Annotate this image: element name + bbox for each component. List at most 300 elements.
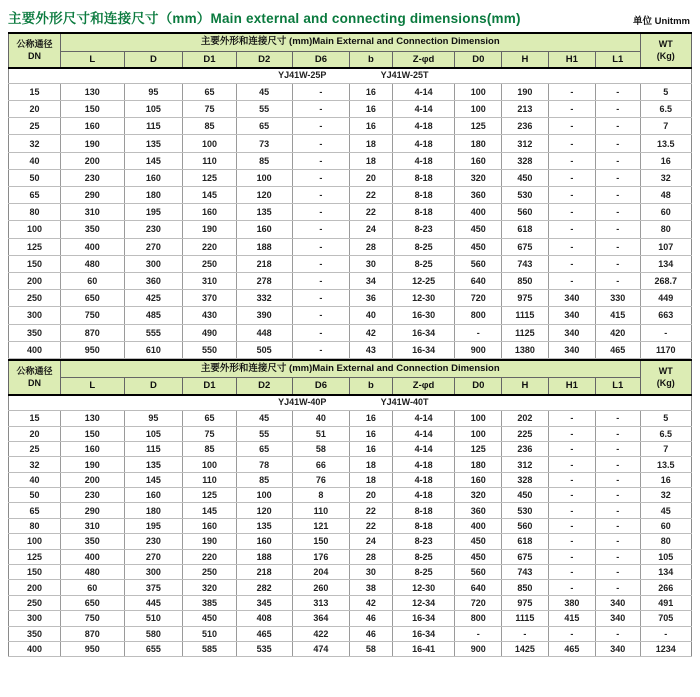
table-row — [9, 411, 692, 426]
value-cell: - — [292, 101, 349, 118]
value-cell: 60 — [61, 580, 125, 595]
value-cell: 330 — [595, 290, 640, 307]
value-cell: 16 — [350, 411, 393, 426]
value-cell: 310 — [61, 518, 125, 533]
value-cell: 16-34 — [392, 324, 455, 341]
value-cell: 1115 — [502, 611, 549, 626]
value-cell: 40 — [350, 307, 393, 324]
merged-header: 主要外形和连接尺寸 (mm)Main External and Connection Dimension — [61, 360, 641, 378]
column-header: Z-φd — [392, 378, 455, 395]
column-header: D0 — [455, 378, 502, 395]
value-cell: 5 — [640, 411, 691, 426]
value-cell: 110 — [183, 472, 236, 487]
value-cell: 8-18 — [392, 204, 455, 221]
dn-cell: 350 — [9, 324, 61, 341]
value-cell: 16-41 — [392, 642, 455, 657]
value-cell: 60 — [61, 272, 125, 289]
model-name-p: YJ41W-40P — [278, 396, 327, 407]
value-cell: 58 — [292, 441, 349, 456]
value-cell: - — [595, 152, 640, 169]
value-cell: 160 — [124, 169, 183, 186]
value-cell: 195 — [124, 518, 183, 533]
dn-cell: 50 — [9, 488, 61, 503]
value-cell: 230 — [124, 534, 183, 549]
value-cell: 16-30 — [392, 307, 455, 324]
value-cell: 22 — [350, 204, 393, 221]
value-cell: 85 — [236, 472, 292, 487]
model-name-p: YJ41W-25P — [278, 69, 327, 80]
value-cell: 160 — [455, 152, 502, 169]
value-cell: - — [502, 626, 549, 641]
column-header: D2 — [236, 51, 292, 68]
column-header: H — [502, 378, 549, 395]
table-row — [9, 187, 692, 204]
value-cell: - — [548, 152, 595, 169]
value-cell: 12-25 — [392, 272, 455, 289]
value-cell: 28 — [350, 238, 393, 255]
value-cell: 640 — [455, 272, 502, 289]
value-cell: 76 — [292, 472, 349, 487]
page-title: 主要外形尺寸和连接尺寸（mm）Main external and connecting dimensions(mm) — [8, 11, 521, 26]
value-cell: 100 — [236, 488, 292, 503]
value-cell: 85 — [236, 152, 292, 169]
value-cell: 448 — [236, 324, 292, 341]
value-cell: 720 — [455, 290, 502, 307]
value-cell: 188 — [236, 549, 292, 564]
value-cell: 618 — [502, 534, 549, 549]
value-cell: 408 — [236, 611, 292, 626]
dn-header — [9, 360, 61, 395]
value-cell: 975 — [502, 290, 549, 307]
column-header: D0 — [455, 51, 502, 68]
column-header: D2 — [236, 378, 292, 395]
value-cell: 300 — [124, 565, 183, 580]
value-cell: 150 — [292, 534, 349, 549]
value-cell: 100 — [455, 83, 502, 100]
value-cell: 870 — [61, 626, 125, 641]
value-cell: 30 — [350, 255, 393, 272]
value-cell: 250 — [183, 255, 236, 272]
value-cell: 16 — [640, 472, 691, 487]
value-cell: 4-18 — [392, 152, 455, 169]
value-cell: 18 — [350, 457, 393, 472]
value-cell: 266 — [640, 580, 691, 595]
value-cell: 8-25 — [392, 565, 455, 580]
value-cell: 800 — [455, 611, 502, 626]
value-cell: - — [548, 488, 595, 503]
value-cell: - — [595, 488, 640, 503]
value-cell: 24 — [350, 534, 393, 549]
value-cell: 640 — [455, 580, 502, 595]
value-cell: 45 — [640, 503, 691, 518]
value-cell: 22 — [350, 187, 393, 204]
value-cell: 12-30 — [392, 290, 455, 307]
value-cell: 125 — [183, 169, 236, 186]
value-cell: 535 — [236, 642, 292, 657]
value-cell: - — [455, 626, 502, 641]
value-cell: - — [548, 272, 595, 289]
dimensions-table-25 — [8, 32, 692, 359]
value-cell: 213 — [502, 101, 549, 118]
value-cell: 474 — [292, 642, 349, 657]
value-cell: - — [548, 238, 595, 255]
value-cell: 270 — [124, 549, 183, 564]
value-cell: 340 — [548, 341, 595, 358]
value-cell: 190 — [502, 83, 549, 100]
dimensions-table-40 — [8, 359, 692, 658]
value-cell: 975 — [502, 595, 549, 610]
model-row — [9, 395, 692, 410]
value-cell: - — [292, 169, 349, 186]
value-cell: 370 — [183, 290, 236, 307]
value-cell: 145 — [183, 503, 236, 518]
value-cell: 270 — [124, 238, 183, 255]
value-cell: 220 — [183, 238, 236, 255]
value-cell: - — [292, 152, 349, 169]
value-cell: 190 — [61, 457, 125, 472]
value-cell: 328 — [502, 152, 549, 169]
value-cell: - — [292, 83, 349, 100]
model-name-t: YJ41W-25T — [380, 69, 429, 80]
value-cell: 449 — [640, 290, 691, 307]
dn-cell: 250 — [9, 595, 61, 610]
value-cell: 16 — [350, 101, 393, 118]
column-header: L — [61, 51, 125, 68]
value-cell: 48 — [640, 187, 691, 204]
value-cell: 580 — [124, 626, 183, 641]
value-cell: 480 — [61, 565, 125, 580]
value-cell: 65 — [236, 118, 292, 135]
value-cell: 950 — [61, 642, 125, 657]
value-cell: 320 — [455, 488, 502, 503]
value-cell: 150 — [61, 426, 125, 441]
column-header: D — [124, 51, 183, 68]
value-cell: 190 — [61, 135, 125, 152]
value-cell: 150 — [61, 101, 125, 118]
value-cell: 360 — [455, 187, 502, 204]
value-cell: 1380 — [502, 341, 549, 358]
value-cell: 450 — [455, 534, 502, 549]
value-cell: 85 — [183, 118, 236, 135]
value-cell: 1125 — [502, 324, 549, 341]
value-cell: 125 — [455, 118, 502, 135]
column-header: H1 — [548, 378, 595, 395]
value-cell: 6.5 — [640, 426, 691, 441]
value-cell: 202 — [502, 411, 549, 426]
value-cell: 663 — [640, 307, 691, 324]
value-cell: 16 — [350, 83, 393, 100]
value-cell: 180 — [124, 503, 183, 518]
value-cell: 45 — [236, 83, 292, 100]
value-cell: 46 — [350, 626, 393, 641]
value-cell: 46 — [350, 611, 393, 626]
value-cell: 45 — [236, 411, 292, 426]
value-cell: 218 — [236, 565, 292, 580]
table-row — [9, 488, 692, 503]
dn-cell: 25 — [9, 118, 61, 135]
value-cell: 42 — [350, 595, 393, 610]
value-cell: 400 — [455, 204, 502, 221]
value-cell: - — [595, 272, 640, 289]
value-cell: 1115 — [502, 307, 549, 324]
value-cell: 750 — [61, 611, 125, 626]
dn-cell: 125 — [9, 549, 61, 564]
value-cell: 20 — [350, 169, 393, 186]
value-cell: 340 — [548, 324, 595, 341]
value-cell: 230 — [61, 169, 125, 186]
dn-cell: 150 — [9, 255, 61, 272]
value-cell: 555 — [124, 324, 183, 341]
value-cell: 465 — [236, 626, 292, 641]
value-cell: 176 — [292, 549, 349, 564]
value-cell: - — [292, 272, 349, 289]
value-cell: 675 — [502, 549, 549, 564]
value-cell: 850 — [502, 580, 549, 595]
value-cell: 34 — [350, 272, 393, 289]
wt-header-label: WT — [658, 366, 673, 377]
value-cell: - — [292, 290, 349, 307]
value-cell: 134 — [640, 565, 691, 580]
value-cell: 220 — [183, 549, 236, 564]
value-cell: 51 — [292, 426, 349, 441]
value-cell: 43 — [350, 341, 393, 358]
value-cell: 4-18 — [392, 488, 455, 503]
table-row — [9, 611, 692, 626]
value-cell: 204 — [292, 565, 349, 580]
value-cell: 20 — [350, 488, 393, 503]
table-row — [9, 626, 692, 641]
value-cell: 8-25 — [392, 549, 455, 564]
value-cell: 130 — [61, 411, 125, 426]
value-cell: 55 — [236, 426, 292, 441]
value-cell: 560 — [502, 204, 549, 221]
column-header: D1 — [183, 51, 236, 68]
value-cell: - — [292, 324, 349, 341]
value-cell: 720 — [455, 595, 502, 610]
value-cell: 130 — [61, 83, 125, 100]
column-header: H — [502, 51, 549, 68]
value-cell: 870 — [61, 324, 125, 341]
value-cell: 100 — [183, 457, 236, 472]
value-cell: 491 — [640, 595, 691, 610]
value-cell: 135 — [124, 135, 183, 152]
table-row — [9, 472, 692, 487]
value-cell: 400 — [455, 518, 502, 533]
dn-cell: 300 — [9, 611, 61, 626]
value-cell: - — [548, 101, 595, 118]
value-cell: 120 — [236, 503, 292, 518]
value-cell: 200 — [61, 472, 125, 487]
value-cell: 420 — [595, 324, 640, 341]
value-cell: - — [548, 441, 595, 456]
value-cell: 310 — [183, 272, 236, 289]
value-cell: - — [548, 135, 595, 152]
value-cell: - — [292, 221, 349, 238]
value-cell: - — [548, 255, 595, 272]
value-cell: 8-18 — [392, 169, 455, 186]
value-cell: 110 — [292, 503, 349, 518]
value-cell: - — [640, 324, 691, 341]
value-cell: 80 — [640, 534, 691, 549]
column-header: b — [350, 51, 393, 68]
value-cell: 4-14 — [392, 411, 455, 426]
value-cell: 360 — [124, 272, 183, 289]
value-cell: 120 — [236, 187, 292, 204]
value-cell: - — [595, 426, 640, 441]
dn-cell: 80 — [9, 518, 61, 533]
value-cell: 16 — [350, 441, 393, 456]
value-cell: 218 — [236, 255, 292, 272]
value-cell: - — [292, 118, 349, 135]
value-cell: - — [548, 626, 595, 641]
value-cell: 268.7 — [640, 272, 691, 289]
value-cell: 445 — [124, 595, 183, 610]
value-cell: 145 — [124, 152, 183, 169]
value-cell: 160 — [236, 221, 292, 238]
dn-header-cn: 公称通径 — [16, 366, 53, 377]
value-cell: 125 — [455, 441, 502, 456]
table-row — [9, 101, 692, 118]
value-cell: 13.5 — [640, 457, 691, 472]
value-cell: 560 — [502, 518, 549, 533]
value-cell: 230 — [124, 221, 183, 238]
value-cell: 160 — [455, 472, 502, 487]
table-row — [9, 238, 692, 255]
value-cell: 100 — [183, 135, 236, 152]
value-cell: 450 — [455, 549, 502, 564]
value-cell: 4-18 — [392, 135, 455, 152]
value-cell: - — [548, 472, 595, 487]
value-cell: 28 — [350, 549, 393, 564]
value-cell: 750 — [61, 307, 125, 324]
value-cell: 12-34 — [392, 595, 455, 610]
table-row — [9, 503, 692, 518]
value-cell: 7 — [640, 441, 691, 456]
dn-header — [9, 33, 61, 68]
value-cell: 585 — [183, 642, 236, 657]
value-cell: 135 — [236, 518, 292, 533]
value-cell: - — [548, 580, 595, 595]
value-cell: 618 — [502, 221, 549, 238]
value-cell: 8 — [292, 488, 349, 503]
value-cell: 5 — [640, 83, 691, 100]
value-cell: 425 — [124, 290, 183, 307]
value-cell: 125 — [183, 488, 236, 503]
title-bar — [8, 7, 692, 27]
dn-cell: 20 — [9, 426, 61, 441]
dn-cell: 80 — [9, 204, 61, 221]
value-cell: 312 — [502, 457, 549, 472]
model-row — [9, 68, 692, 83]
wt-header-label: WT — [658, 39, 673, 50]
value-cell: - — [292, 341, 349, 358]
value-cell: 530 — [502, 503, 549, 518]
value-cell: 78 — [236, 457, 292, 472]
value-cell: - — [595, 118, 640, 135]
value-cell: - — [595, 626, 640, 641]
table-row — [9, 152, 692, 169]
value-cell: 180 — [455, 135, 502, 152]
value-cell: 22 — [350, 503, 393, 518]
value-cell: 160 — [61, 118, 125, 135]
merged-header: 主要外形和连接尺寸 (mm)Main External and Connection Dimension — [61, 33, 641, 51]
value-cell: - — [292, 187, 349, 204]
value-cell: 110 — [183, 152, 236, 169]
value-cell: 95 — [124, 411, 183, 426]
table-row — [9, 580, 692, 595]
value-cell: 400 — [61, 238, 125, 255]
value-cell: 560 — [455, 255, 502, 272]
dn-cell: 65 — [9, 503, 61, 518]
table-row — [9, 565, 692, 580]
table-row — [9, 518, 692, 533]
value-cell: 705 — [640, 611, 691, 626]
value-cell: - — [595, 255, 640, 272]
value-cell: 12-30 — [392, 580, 455, 595]
value-cell: 650 — [61, 290, 125, 307]
value-cell: 510 — [183, 626, 236, 641]
value-cell: 115 — [124, 118, 183, 135]
value-cell: 340 — [548, 290, 595, 307]
table-row — [9, 441, 692, 456]
value-cell: - — [595, 238, 640, 255]
dn-cell: 250 — [9, 290, 61, 307]
column-header: Z-φd — [392, 51, 455, 68]
value-cell: 65 — [183, 83, 236, 100]
value-cell: 465 — [548, 642, 595, 657]
value-cell: - — [548, 518, 595, 533]
value-cell: 8-23 — [392, 221, 455, 238]
value-cell: 18 — [350, 472, 393, 487]
value-cell: 385 — [183, 595, 236, 610]
value-cell: 16-34 — [392, 341, 455, 358]
value-cell: - — [595, 441, 640, 456]
value-cell: 4-14 — [392, 441, 455, 456]
value-cell: 415 — [595, 307, 640, 324]
value-cell: 6.5 — [640, 101, 691, 118]
dn-cell: 40 — [9, 152, 61, 169]
dn-cell: 32 — [9, 135, 61, 152]
value-cell: 8-18 — [392, 503, 455, 518]
value-cell: 134 — [640, 255, 691, 272]
value-cell: - — [640, 626, 691, 641]
value-cell: - — [548, 565, 595, 580]
value-cell: - — [548, 426, 595, 441]
value-cell: - — [292, 255, 349, 272]
value-cell: 16 — [350, 426, 393, 441]
value-cell: - — [548, 118, 595, 135]
value-cell: 16-34 — [392, 626, 455, 641]
value-cell: 105 — [124, 426, 183, 441]
value-cell: 85 — [183, 441, 236, 456]
value-cell: 282 — [236, 580, 292, 595]
dn-cell: 20 — [9, 101, 61, 118]
value-cell: 743 — [502, 565, 549, 580]
value-cell: 340 — [595, 611, 640, 626]
column-header: D — [124, 378, 183, 395]
value-cell: 60 — [640, 204, 691, 221]
value-cell: 290 — [61, 503, 125, 518]
value-cell: 350 — [61, 534, 125, 549]
value-cell: 422 — [292, 626, 349, 641]
dn-cell: 400 — [9, 341, 61, 358]
value-cell: 160 — [183, 518, 236, 533]
model-name-t: YJ41W-40T — [380, 396, 429, 407]
value-cell: 65 — [183, 411, 236, 426]
table-row — [9, 255, 692, 272]
value-cell: 260 — [292, 580, 349, 595]
value-cell: - — [292, 307, 349, 324]
